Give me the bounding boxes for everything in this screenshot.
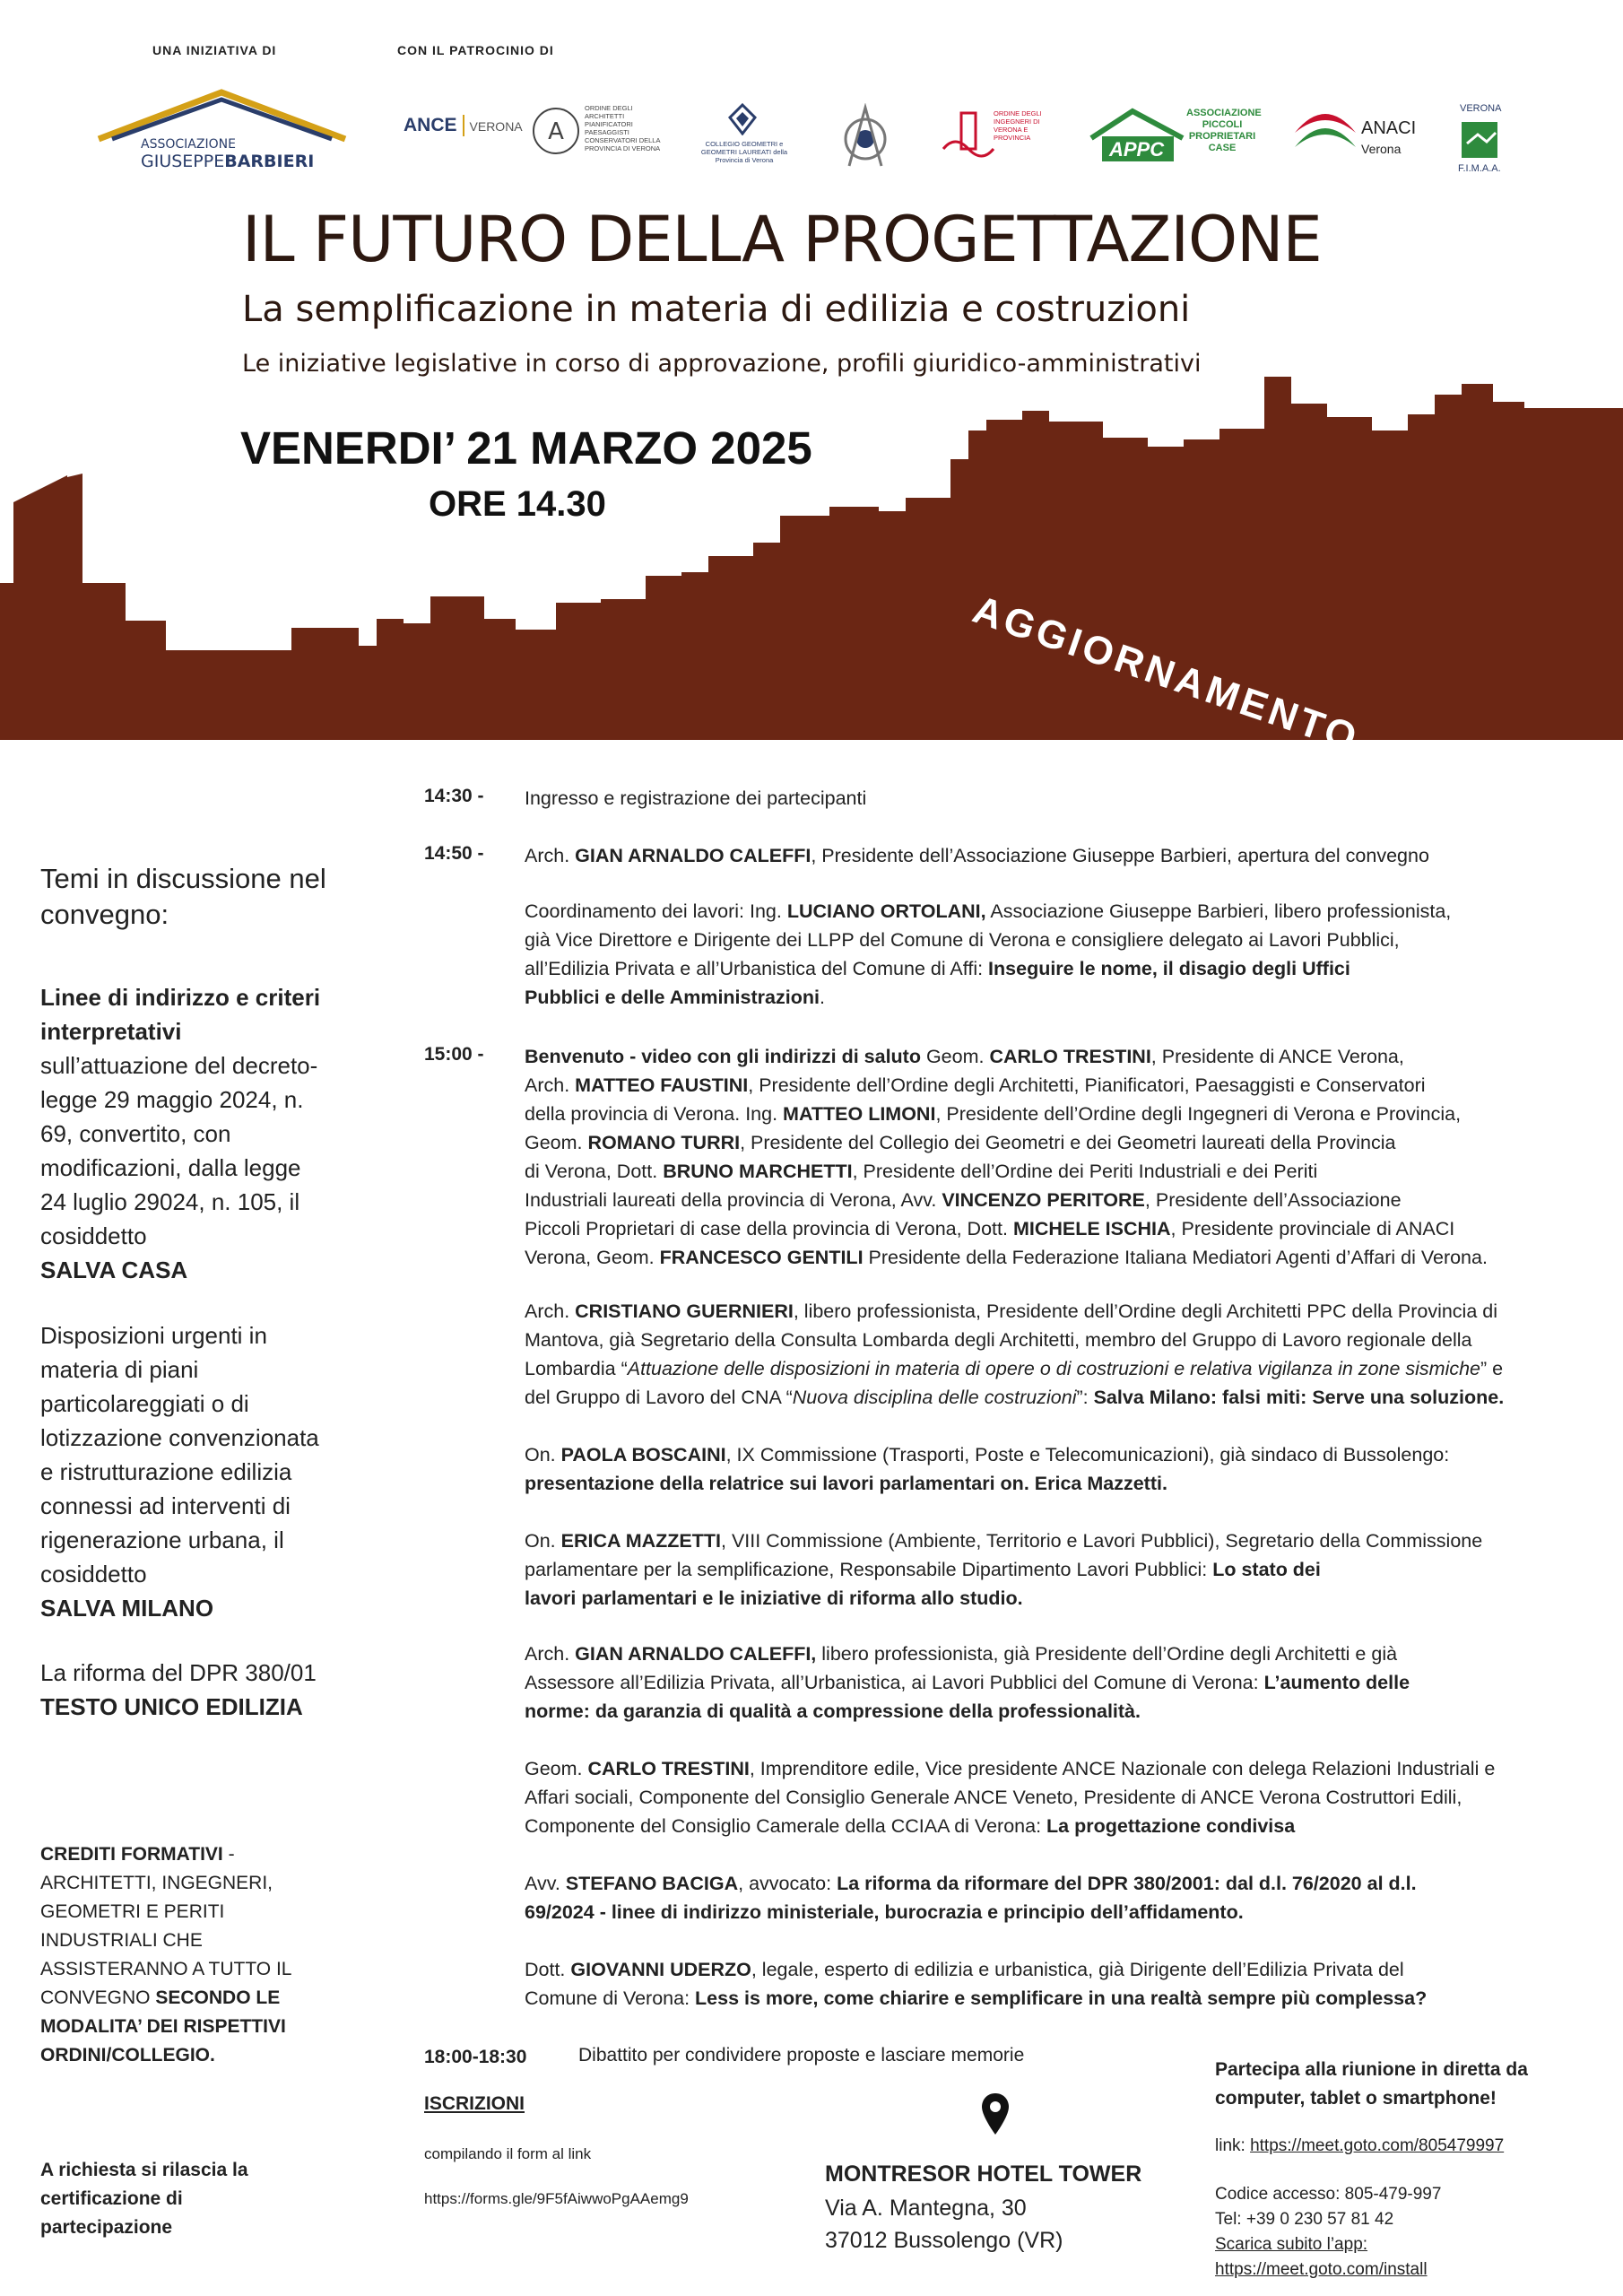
barbieri-logo <box>94 85 350 175</box>
barbieri-logo-line2: GIUSEPPEBARBIERI <box>141 152 315 171</box>
ingegneri-logo-text: ORDINE DEGLI INGEGNERI DI VERONA E PROVINCIA <box>994 109 1042 142</box>
venue-street: Via A. Mantegna, 30 <box>825 2196 1027 2221</box>
credits-mode: SECONDO LE MODALITA’ DEI RISPETTIVI ORDINI/COLLEGIO. <box>40 1987 286 2066</box>
certificate-note: A richiesta si rilascia la certificazione di partecipazione <box>40 2160 248 2238</box>
app-label: Scarica subito l’app: <box>1215 2235 1368 2254</box>
anaci-logo-icon <box>1291 100 1359 163</box>
topic-salva-casa-text: sull’attuazione del decreto-legge 29 maggio 2024, n. 69, convertito, con modificazioni, dalla legge 24 luglio 29024, n. 105, il cosiddetto <box>40 1052 318 1249</box>
topic-salva-milano <box>40 1318 327 1625</box>
debate-text: Dibattito per condividere proposte e lasciare memorie <box>578 2045 1025 2066</box>
topic-testo-unico <box>40 1656 327 1724</box>
program-uderzo: Dott. GIOVANNI UDERZO, legale, esperto di edilizia e urbanistica, già Dirigente dell’Edilizia Privata del Comune di Verona: Less is more, come chiarire e semplificare in una realtà sempre più complessa? <box>525 1959 1428 2009</box>
program-registration: Ingresso e registrazione dei partecipanti <box>525 787 867 809</box>
fimaa-logo-city: VERONA <box>1460 103 1502 114</box>
periti-logo-icon <box>836 103 895 175</box>
phone-number: Tel: +39 0 230 57 81 42 <box>1215 2210 1394 2229</box>
barbieri-logo-line1: ASSOCIAZIONE <box>141 137 236 152</box>
geometri-logo-text: COLLEGIO GEOMETRI e GEOMETRI LAUREATI della Provincia di Verona <box>700 140 788 164</box>
topic-salva-casa <box>40 980 327 1287</box>
ance-logo: ANCE VERONA <box>404 115 523 135</box>
topic-testo-unico-text: La riforma del DPR 380/01 <box>40 1659 317 1686</box>
anaci-logo-text: ANACI <box>1361 118 1417 138</box>
program-guernieri: Arch. CRISTIANO GUERNIERI, libero professionista, Presidente dell’Ordine degli Architetti PPC della Provincia di Mantova, già Segretario della Consulta Lombarda degli Architetti, membro del Gruppo di Lavoro regionale della Lombardia “Attuazione delle disposizioni in materia di opere o di costruzioni e relativa vigilanza in zone sismiche” e del Gruppo di Lavoro del CNA “Nuova disciplina delle costruzioni”: Salva Milano: falsi miti: Serve una soluzione. <box>525 1300 1505 1408</box>
topic-salva-casa-name: SALVA CASA <box>40 1257 188 1283</box>
time-1500: 15:00 - <box>424 1044 484 1065</box>
ingegneri-logo-icon <box>942 109 995 160</box>
program-trestini: Geom. CARLO TRESTINI, Imprenditore edile, Vice presidente ANCE Nazionale con delega Relazioni Industriali e Affari sociali, Componente del Consiglio Generale ANCE Veneto, Presidente di ANCE Verona Costruttori Edili, Componente del Consiglio Camerale della CCIAA di Verona: La progettazione condivisa <box>525 1758 1496 1837</box>
appc-logo-short: APPC <box>1109 138 1165 161</box>
online-link-url[interactable]: https://meet.goto.com/805479997 <box>1250 2136 1505 2155</box>
online-link-row <box>1215 2136 1504 2156</box>
registration-label: ISCRIZIONI <box>424 2093 525 2114</box>
venue-name: MONTRESOR HOTEL TOWER <box>825 2161 1142 2187</box>
registration-text: compilando il form al link <box>424 2145 592 2162</box>
location-pin-icon <box>980 2092 1011 2136</box>
program-greetings: Benvenuto - video con gli indirizzi di saluto Geom. CARLO TRESTINI, Presidente di ANCE Verona, Arch. MATTEO FAUSTINI, Presidente dell’Ordine degli Architetti, Pianificatori, Paesaggisti e Conservatori della provincia di Verona. Ing. MATTEO LIMONI, Presidente dell’Ordine degli Ingegneri di Verona e Provincia, Geom. ROMANO TURRI, Presidente del Collegio dei Geometri e dei Geometri laureati della Provincia di Verona, Dott. BRUNO MARCHETTI, Presidente dell’Ordine dei Periti Industriali e dei Periti Industriali laureati della provincia di Verona, Avv. VINCENZO PERITORE, Presidente dell’Associazione Piccoli Proprietari di case della provincia di Verona, Dott. MICHELE ISCHIA, Presidente provinciale di ANACI Verona, Geom. FRANCESCO GENTILI Presidente della Federazione Italiana Mediatori Agenti d’Affari di Verona. <box>525 1046 1488 1268</box>
update-stamp: AGGIORNAMENTO <box>968 587 1366 761</box>
initiative-label: UNA INIZIATIVA DI <box>152 43 277 57</box>
topics-heading: Temi in discussione nel convegno: <box>40 863 326 930</box>
debate-time: 18:00-18:30 <box>424 2047 527 2067</box>
fimaa-logo-text: F.I.M.A.A. <box>1458 163 1501 174</box>
online-heading: Partecipa alla riunione in diretta da computer, tablet o smartphone! <box>1215 2059 1528 2109</box>
app-url[interactable]: https://meet.goto.com/install <box>1215 2260 1428 2279</box>
time-1430: 14:30 - <box>424 786 484 806</box>
patronage-label: CON IL PATROCINIO DI <box>397 43 554 57</box>
fimaa-logo-icon <box>1460 117 1505 161</box>
time-1450: 14:50 - <box>424 843 484 864</box>
venue-city: 37012 Bussolengo (VR) <box>825 2228 1063 2253</box>
event-time: ORE 14.30 <box>429 484 606 524</box>
geometri-logo-icon <box>726 103 759 135</box>
event-tagline: Le iniziative legislative in corso di approvazione, profili giuridico-amministrativi <box>242 350 1202 378</box>
svg-text:A: A <box>548 118 564 145</box>
program-boscaini: On. PAOLA BOSCAINI, IX Commissione (Trasporti, Poste e Telecomunicazioni), già sindaco di Bussolengo: presentazione della relatrice sui lavori parlamentari on. Erica Mazzetti. <box>525 1444 1450 1494</box>
access-code: Codice accesso: 805-479-997 <box>1215 2185 1442 2204</box>
topic-salva-milano-text: Disposizioni urgenti in materia di piani particolareggiati o di lotizzazione convenzionata e ristrutturazione edilizia connessi ad interventi di rigenerazione urbana, il cosiddetto <box>40 1322 319 1587</box>
architects-logo-text: ORDINE DEGLI ARCHITETTI PIANIFICATORI PAESAGGISTI CONSERVATORI DELLA PROVINCIA DI VERONA <box>585 104 661 152</box>
credits-text: ARCHITETTI, INGEGNERI, GEOMETRI E PERITI INDUSTRIALI CHE ASSISTERANNO A TUTTO IL CONVEGNO <box>40 1873 291 2008</box>
training-credits: CREDITI FORMATIVI - ARCHITETTI, INGEGNERI, GEOMETRI E PERITI INDUSTRIALI CHE ASSISTERANNO A TUTTO IL CONVEGNO SECONDO LE MODALITA’ DEI RISPETTIVI ORDINI/COLLEGIO. <box>40 1844 291 2066</box>
topic-salva-casa-title: Linee di indirizzo e criteri interpretativi <box>40 984 321 1045</box>
appc-logo-icon <box>1088 106 1186 163</box>
topic-salva-milano-name: SALVA MILANO <box>40 1595 214 1622</box>
program-coordination: Coordinamento dei lavori: Ing. LUCIANO ORTOLANI, Associazione Giuseppe Barbieri, libero professionista, già Vice Direttore e Dirigente dei LLPP del Comune di Verona e consigliere delegato ai Lavori Pubblici, all’Edilizia Privata e all’Urbanistica del Comune di Affi: Inseguire le nome, il disagio degli Uffici Pubblici e delle Amministrazioni. <box>525 900 1452 1008</box>
credits-title: CREDITI FORMATIVI <box>40 1844 223 1865</box>
online-link-label: link: <box>1215 2136 1245 2155</box>
program-baciga: Avv. STEFANO BACIGA, avvocato: La riforma da riformare del DPR 380/2001: dal d.l. 76/2020 al d.l. 69/2024 - linee di indirizzo ministeriale, burocrazia e principio dell’affidamento. <box>525 1873 1417 1923</box>
event-title: IL FUTURO DELLA PROGETTAZIONE <box>242 203 1322 276</box>
appc-logo-text: ASSOCIAZIONE PICCOLI PROPRIETARI CASE <box>1186 108 1262 153</box>
architects-logo-icon <box>531 106 581 156</box>
topic-testo-unico-name: TESTO UNICO EDILIZIA <box>40 1693 303 1720</box>
event-subtitle: La semplificazione in materia di edilizia e costruzioni <box>242 289 1191 330</box>
program-opening: Arch. GIAN ARNALDO CALEFFI, Presidente dell’Associazione Giuseppe Barbieri, apertura del convegno <box>525 845 1429 866</box>
registration-link[interactable]: https://forms.gle/9F5fAiwwoPgAAemg9 <box>424 2190 689 2207</box>
program-caleffi: Arch. GIAN ARNALDO CALEFFI, libero professionista, già Presidente dell’Ordine degli Architetti e già Assessore all’Edilizia Privata, all’Urbanistica, ai Lavori Pubblici del Comune di Verona: L’aumento delle norme: da garanzia di qualità a compressione della professionalità. <box>525 1643 1410 1722</box>
anaci-logo-city: Verona <box>1361 142 1402 156</box>
program-mazzetti: On. ERICA MAZZETTI, VIII Commissione (Ambiente, Territorio e Lavori Pubblici), Segretario della Commissione parlamentare per la semplificazione, Responsabile Dipartimento Lavori Pubblici: Lo stato dei lavori parlamentari e le iniziative di riforma allo studio. <box>525 1530 1483 1609</box>
event-date: VENERDI’ 21 MARZO 2025 <box>240 422 812 474</box>
